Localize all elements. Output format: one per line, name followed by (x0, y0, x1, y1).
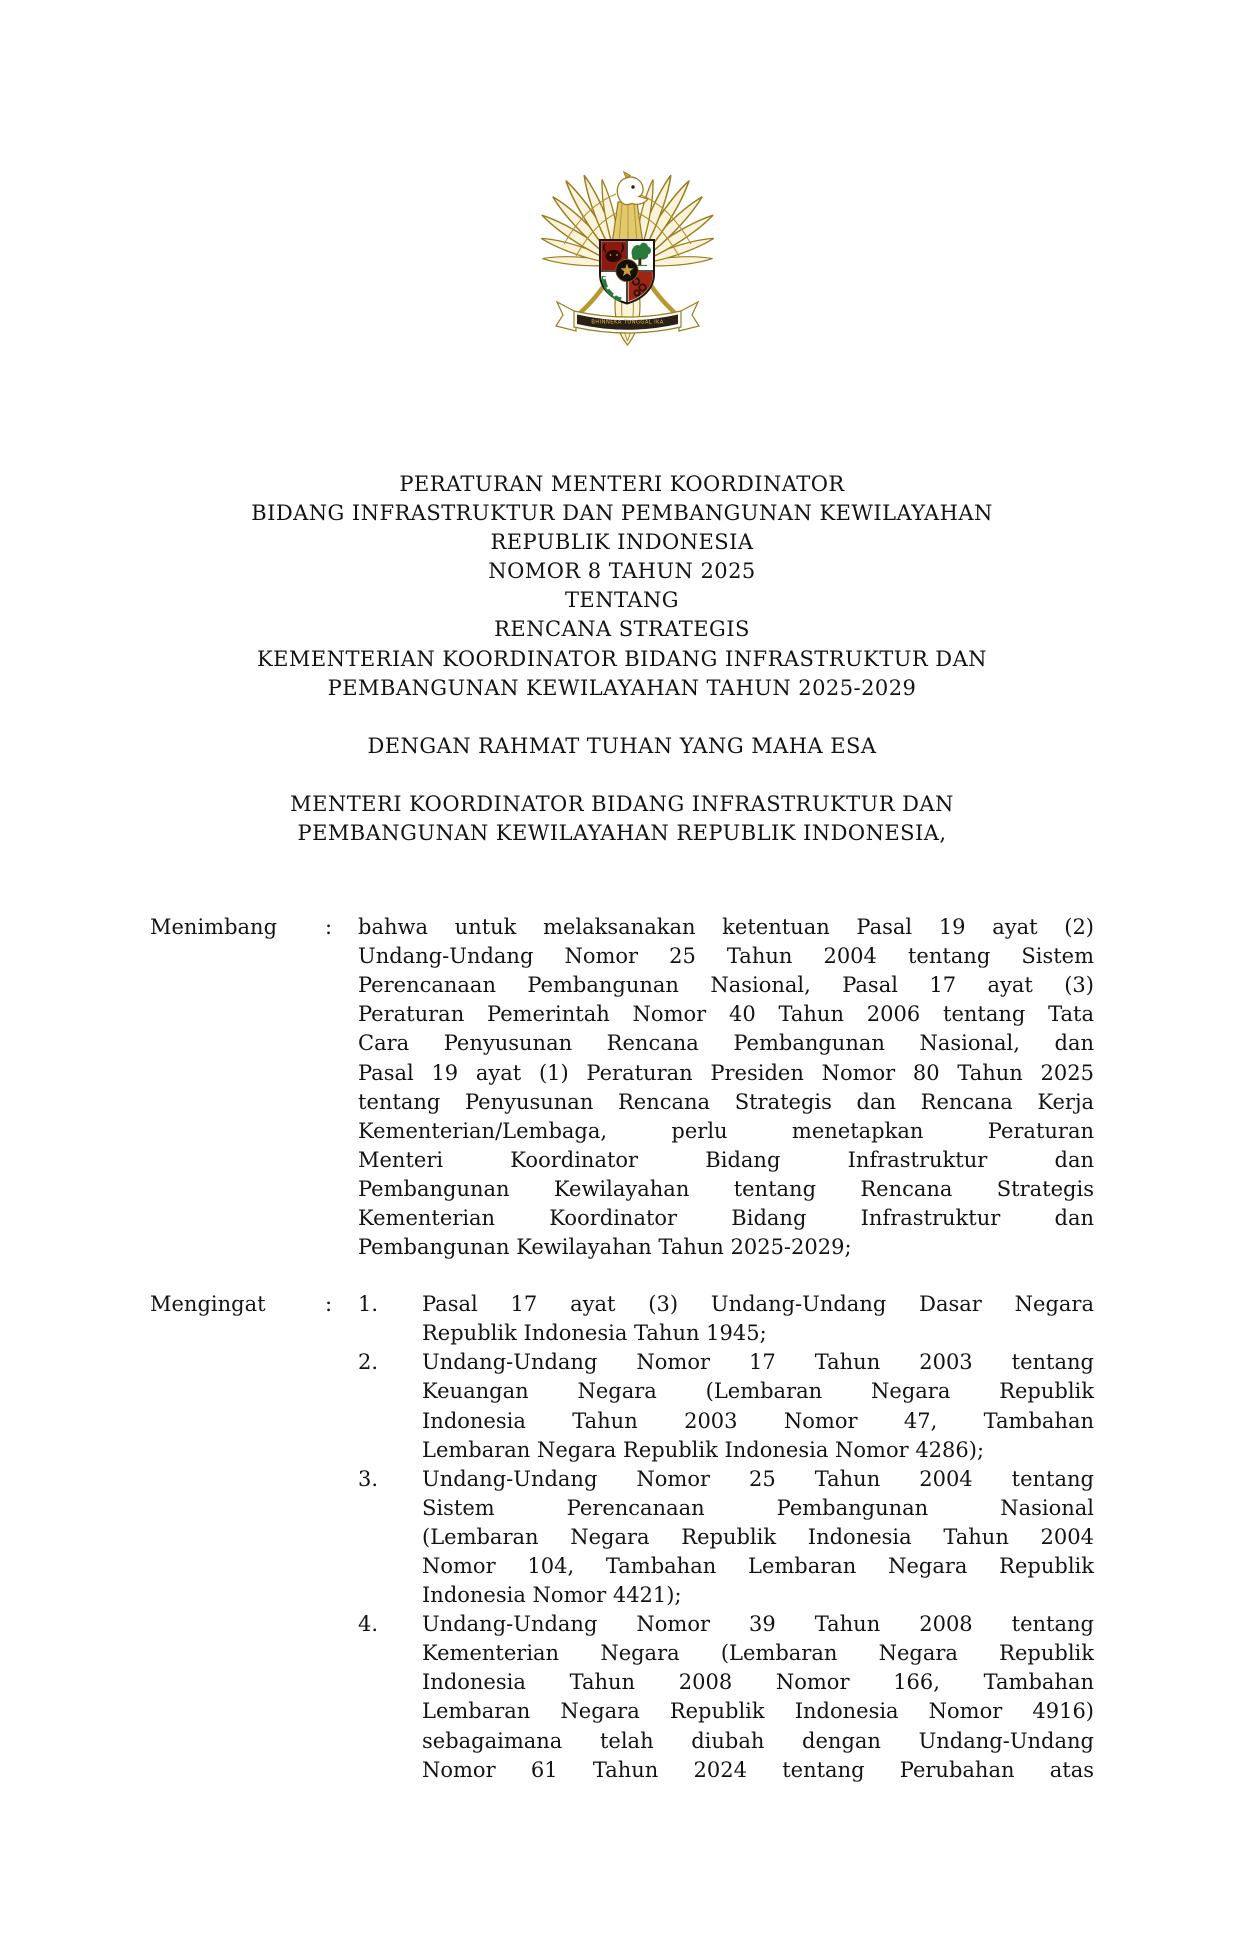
regulation-title (150, 470, 1094, 703)
text-line: TENTANG (564, 588, 680, 613)
text-line: Undang-Undang Nomor 25 Tahun 2004 tentang (422, 1466, 1094, 1491)
legal-basis-item-2 (358, 1348, 1094, 1464)
item-number: 3. (358, 1466, 379, 1491)
invocation (150, 732, 1094, 761)
legal-basis-item-4 (358, 1610, 1094, 1785)
item-number: 1. (358, 1292, 379, 1317)
document-content (150, 470, 1094, 1785)
text-line: Indonesia Tahun 2008 Nomor 166, Tambahan (422, 1670, 1094, 1695)
legal-basis-separator: : (325, 1292, 333, 1317)
text-line: sebagaimana telah diubah dengan Undang-Undang (422, 1728, 1094, 1753)
item-text (422, 1610, 1094, 1785)
text-line: (Lembaran Negara Republik Indonesia Tahun 2004 (422, 1524, 1094, 1549)
issuing-authority (150, 790, 1094, 848)
text-line: PERATURAN MENTERI KOORDINATOR (399, 472, 845, 496)
text-line: Lembaran Negara Republik Indonesia Nomor 4286); (422, 1437, 985, 1462)
garuda-pancasila-emblem (540, 162, 715, 348)
item-number: 2. (358, 1350, 379, 1375)
star-symbol (616, 259, 638, 281)
considering-text (358, 913, 1094, 1262)
text-line: BIDANG INFRASTRUKTUR DAN PEMBANGUNAN KEWILAYAHAN (251, 501, 993, 526)
text-line: Menteri Koordinator Bidang Infrastruktur dan (358, 1147, 1094, 1172)
text-line: Nomor 104, Tambahan Lembaran Negara Republik (422, 1554, 1094, 1578)
text-line: Pembangunan Kewilayahan Tahun 2025-2029; (358, 1235, 852, 1260)
text-line: Kementerian/Lembaga, perlu menetapkan Peraturan (358, 1118, 1094, 1143)
text-line: Undang-Undang Nomor 17 Tahun 2003 tentang (422, 1350, 1094, 1375)
item-text (422, 1348, 1094, 1464)
text-line: Sistem Perencanaan Pembangunan Nasional (422, 1495, 1094, 1520)
garuda-body (612, 202, 643, 244)
text-line: Indonesia Nomor 4421); (422, 1583, 682, 1608)
text-line: Indonesia Tahun 2003 Nomor 47, Tambahan (422, 1408, 1094, 1433)
text-line: DENGAN RAHMAT TUHAN YANG MAHA ESA (367, 733, 877, 758)
legal-basis-item-1 (358, 1290, 1094, 1348)
text-line: Kementerian Negara (Lembaran Negara Republik (422, 1641, 1094, 1666)
text-line: PEMBANGUNAN KEWILAYAHAN TAHUN 2025-2029 (327, 675, 917, 700)
text-line: MENTERI KOORDINATOR BIDANG INFRASTRUKTUR DAN (290, 791, 954, 816)
text-line: Pasal 17 ayat (3) Undang-Undang Dasar Negara (422, 1292, 1094, 1317)
text-line: NOMOR 8 TAHUN 2025 (488, 559, 756, 584)
considering-separator: : (325, 915, 333, 940)
text-line: tentang Penyusunan Rencana Strategis dan Rencana Kerja (358, 1089, 1094, 1114)
text-line: KEMENTERIAN KOORDINATOR BIDANG INFRASTRUKTUR DAN (256, 646, 988, 671)
considering-section (150, 913, 1094, 1262)
item-text (422, 1465, 1094, 1610)
text-line: Undang-Undang Nomor 39 Tahun 2008 tentang (422, 1612, 1094, 1637)
text-line: bahwa untuk melaksanakan ketentuan Pasal 19 ayat (2) (358, 915, 1094, 940)
legal-basis-list (358, 1290, 1094, 1785)
garuda-pancasila-icon (540, 162, 715, 348)
garuda-head (617, 172, 648, 205)
text-line: Republik Indonesia Tahun 1945; (422, 1321, 767, 1346)
text-line: Pasal 19 ayat (1) Peraturan Presiden Nomor 80 Tahun 2025 (358, 1060, 1094, 1085)
text-line: REPUBLIK INDONESIA (490, 530, 754, 555)
item-text (422, 1290, 1094, 1348)
garuda-eye (631, 185, 634, 188)
legal-basis-label: Mengingat (150, 1292, 266, 1317)
item-number: 4. (358, 1612, 379, 1637)
text-line: Nomor 61 Tahun 2024 tentang Perubahan atas (422, 1757, 1094, 1782)
considering-label: Menimbang (150, 915, 278, 940)
text-line: Perencanaan Pembangunan Nasional, Pasal 17 ayat (3) (358, 973, 1094, 998)
text-line: Undang-Undang Nomor 25 Tahun 2004 tentang Sistem (358, 944, 1094, 969)
text-line: Cara Penyusunan Rencana Pembangunan Nasional, dan (358, 1031, 1094, 1056)
text-line: Kementerian Koordinator Bidang Infrastruktur dan (358, 1205, 1094, 1230)
legal-basis-item-3 (358, 1465, 1094, 1610)
emblem-motto-text: BHINNEKA TUNGGAL IKA (591, 319, 664, 326)
text-line: Lembaran Negara Republik Indonesia Nomor 4916) (422, 1699, 1094, 1724)
text-line: PEMBANGUNAN KEWILAYAHAN REPUBLIK INDONESIA, (297, 820, 947, 845)
text-line: Pembangunan Kewilayahan tentang Rencana Strategis (358, 1176, 1094, 1201)
text-line: RENCANA STRATEGIS (494, 617, 750, 642)
legal-basis-section (150, 1290, 1094, 1785)
text-line: Peraturan Pemerintah Nomor 40 Tahun 2006 tentang Tata (358, 1002, 1094, 1027)
pancasila-shield (600, 240, 654, 304)
text-line: Keuangan Negara (Lembaran Negara Republik (422, 1379, 1094, 1404)
